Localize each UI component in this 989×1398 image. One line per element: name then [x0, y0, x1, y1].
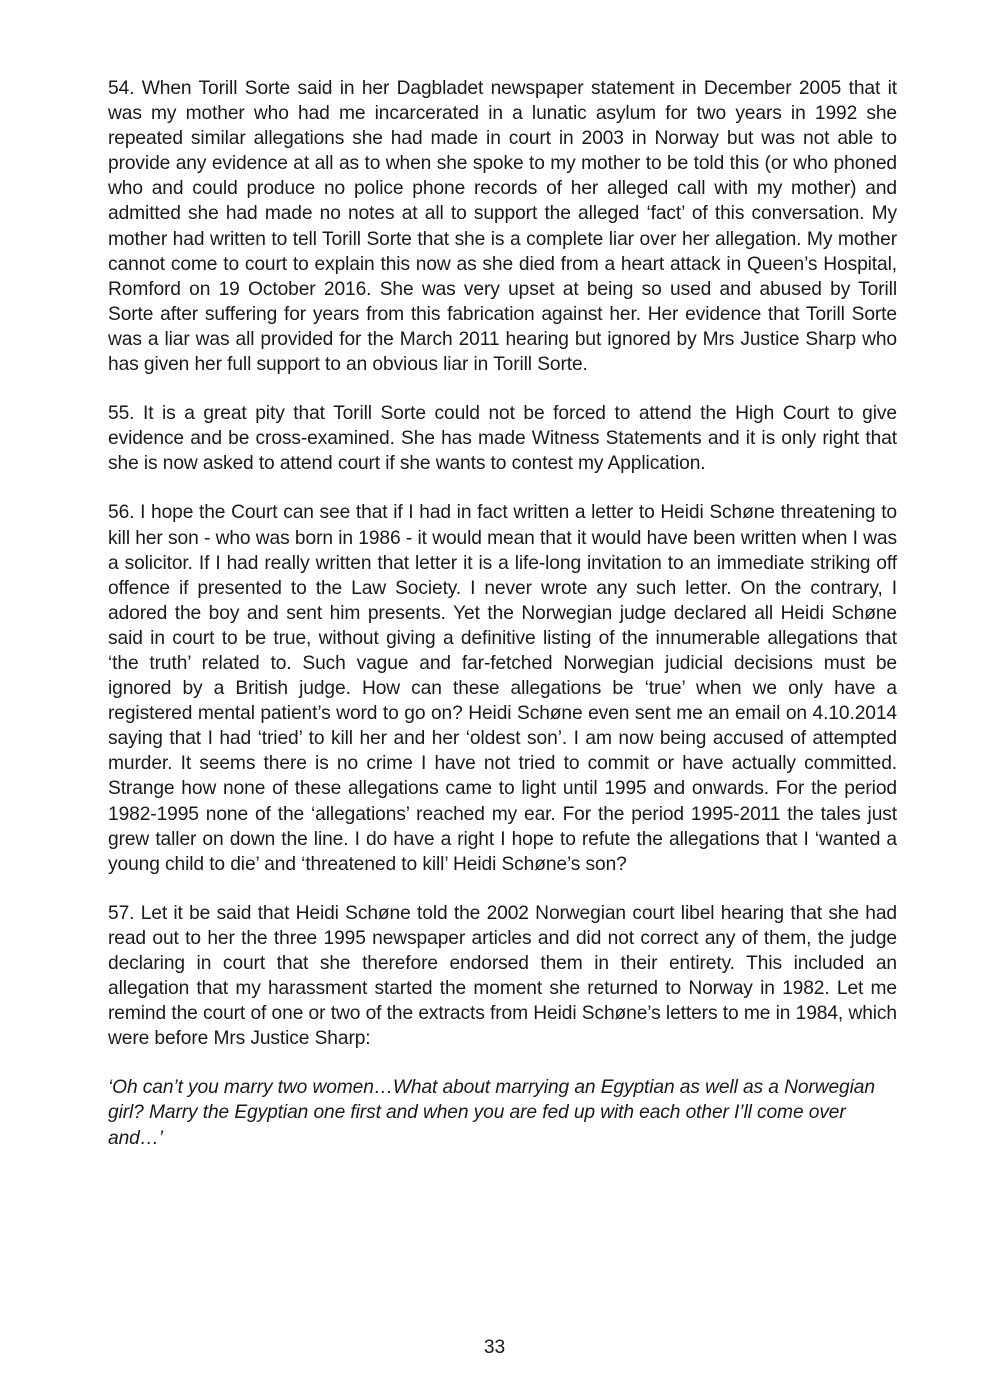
paragraph-54: 54. When Torill Sorte said in her Dagbladet newspaper statement in December 2005 that it was my mother who had me incarcerated in a lunatic asylum for two years in 1992 she repeated similar allegations she had made in court in 2003 in Norway but was not able to provide any evidence at all as to when she spoke to my mother to be told this (or who phoned who and could produce no police phone records of her alleged call with my mother) and admitted she had made no notes at all to support the alleged ‘fact’ of this conversation. My mother had written to tell Torill Sorte that she is a complete liar over her allegation. My mother cannot come to court to explain this now as she died from a heart attack in Queen’s Hospital, Romford on 19 October 2016. She was very upset at being so used and abused by Torill Sorte after suffering for years from this fabrication against her. Her evidence that Torill Sorte was a liar was all provided for the March 2011 hearing but ignored by Mrs Justice Sharp who has given her full support to an obvious liar in Torill Sorte. — [108, 78, 897, 376]
paragraph-55: 55. It is a great pity that Torill Sorte could not be forced to attend the High Court to give evidence and be cross-examined. She has made Witness Statements and it is only right that she is now asked to attend court if she wants to contest my Application. — [108, 403, 897, 475]
letter-quote: ‘Oh can’t you marry two women…What about marrying an Egyptian as well as a Norwegian girl? Marry the Egyptian one first and when you are fed up with each other I’ll come over and…’ — [108, 1077, 875, 1149]
page-number: 33 — [483, 1337, 506, 1358]
paragraph-57: 57. Let it be said that Heidi Schøne told the 2002 Norwegian court libel hearing that she had read out to her the three 1995 newspaper articles and did not correct any of them, the judge declaring in court that she therefore endorsed them in their entirety. This included an allegation that my harassment started the moment she returned to Norway in 1982. Let me remind the court of one or two of the extracts from Heidi Schøne’s letters to me in 1984, which were before Mrs Justice Sharp: — [108, 902, 897, 1050]
paragraph-56: 56. I hope the Court can see that if I had in fact written a letter to Heidi Schøne threatening to kill her son - who was born in 1986 - it would mean that it would have been written when I was a solicitor. If I had really written that letter it is a life-long invitation to an immediate striking off offence if presented to the Law Society. I never wrote any such letter. On the contrary, I adored the boy and sent him presents. Yet the Norwegian judge declared all Heidi Schøne said in court to be true, without giving a definitive listing of the innumerable allegations that ‘the truth’ related to. Such vague and far-fetched Norwegian judicial decisions must be ignored by a British judge. How can these allegations be ‘true’ when we only have a registered mental patient’s word to go on? Heidi Schøne even sent me an email on 4.10.2014 saying that I had ‘tried’ to kill her and her ‘oldest son’. I am now being accused of attempted murder. It seems there is no crime I have not tried to commit or have actually committed. Strange how none of these allegations came to light until 1995 and onwards. For the period 1982-1995 none of the ‘allegations’ reached my ear. For the period 1995-2011 the tales just grew taller on down the line. I do have a right I hope to refute the allegations that I ‘wanted a young child to die’ and ‘threatened to kill’ Heidi Schøne’s son? — [108, 502, 897, 875]
